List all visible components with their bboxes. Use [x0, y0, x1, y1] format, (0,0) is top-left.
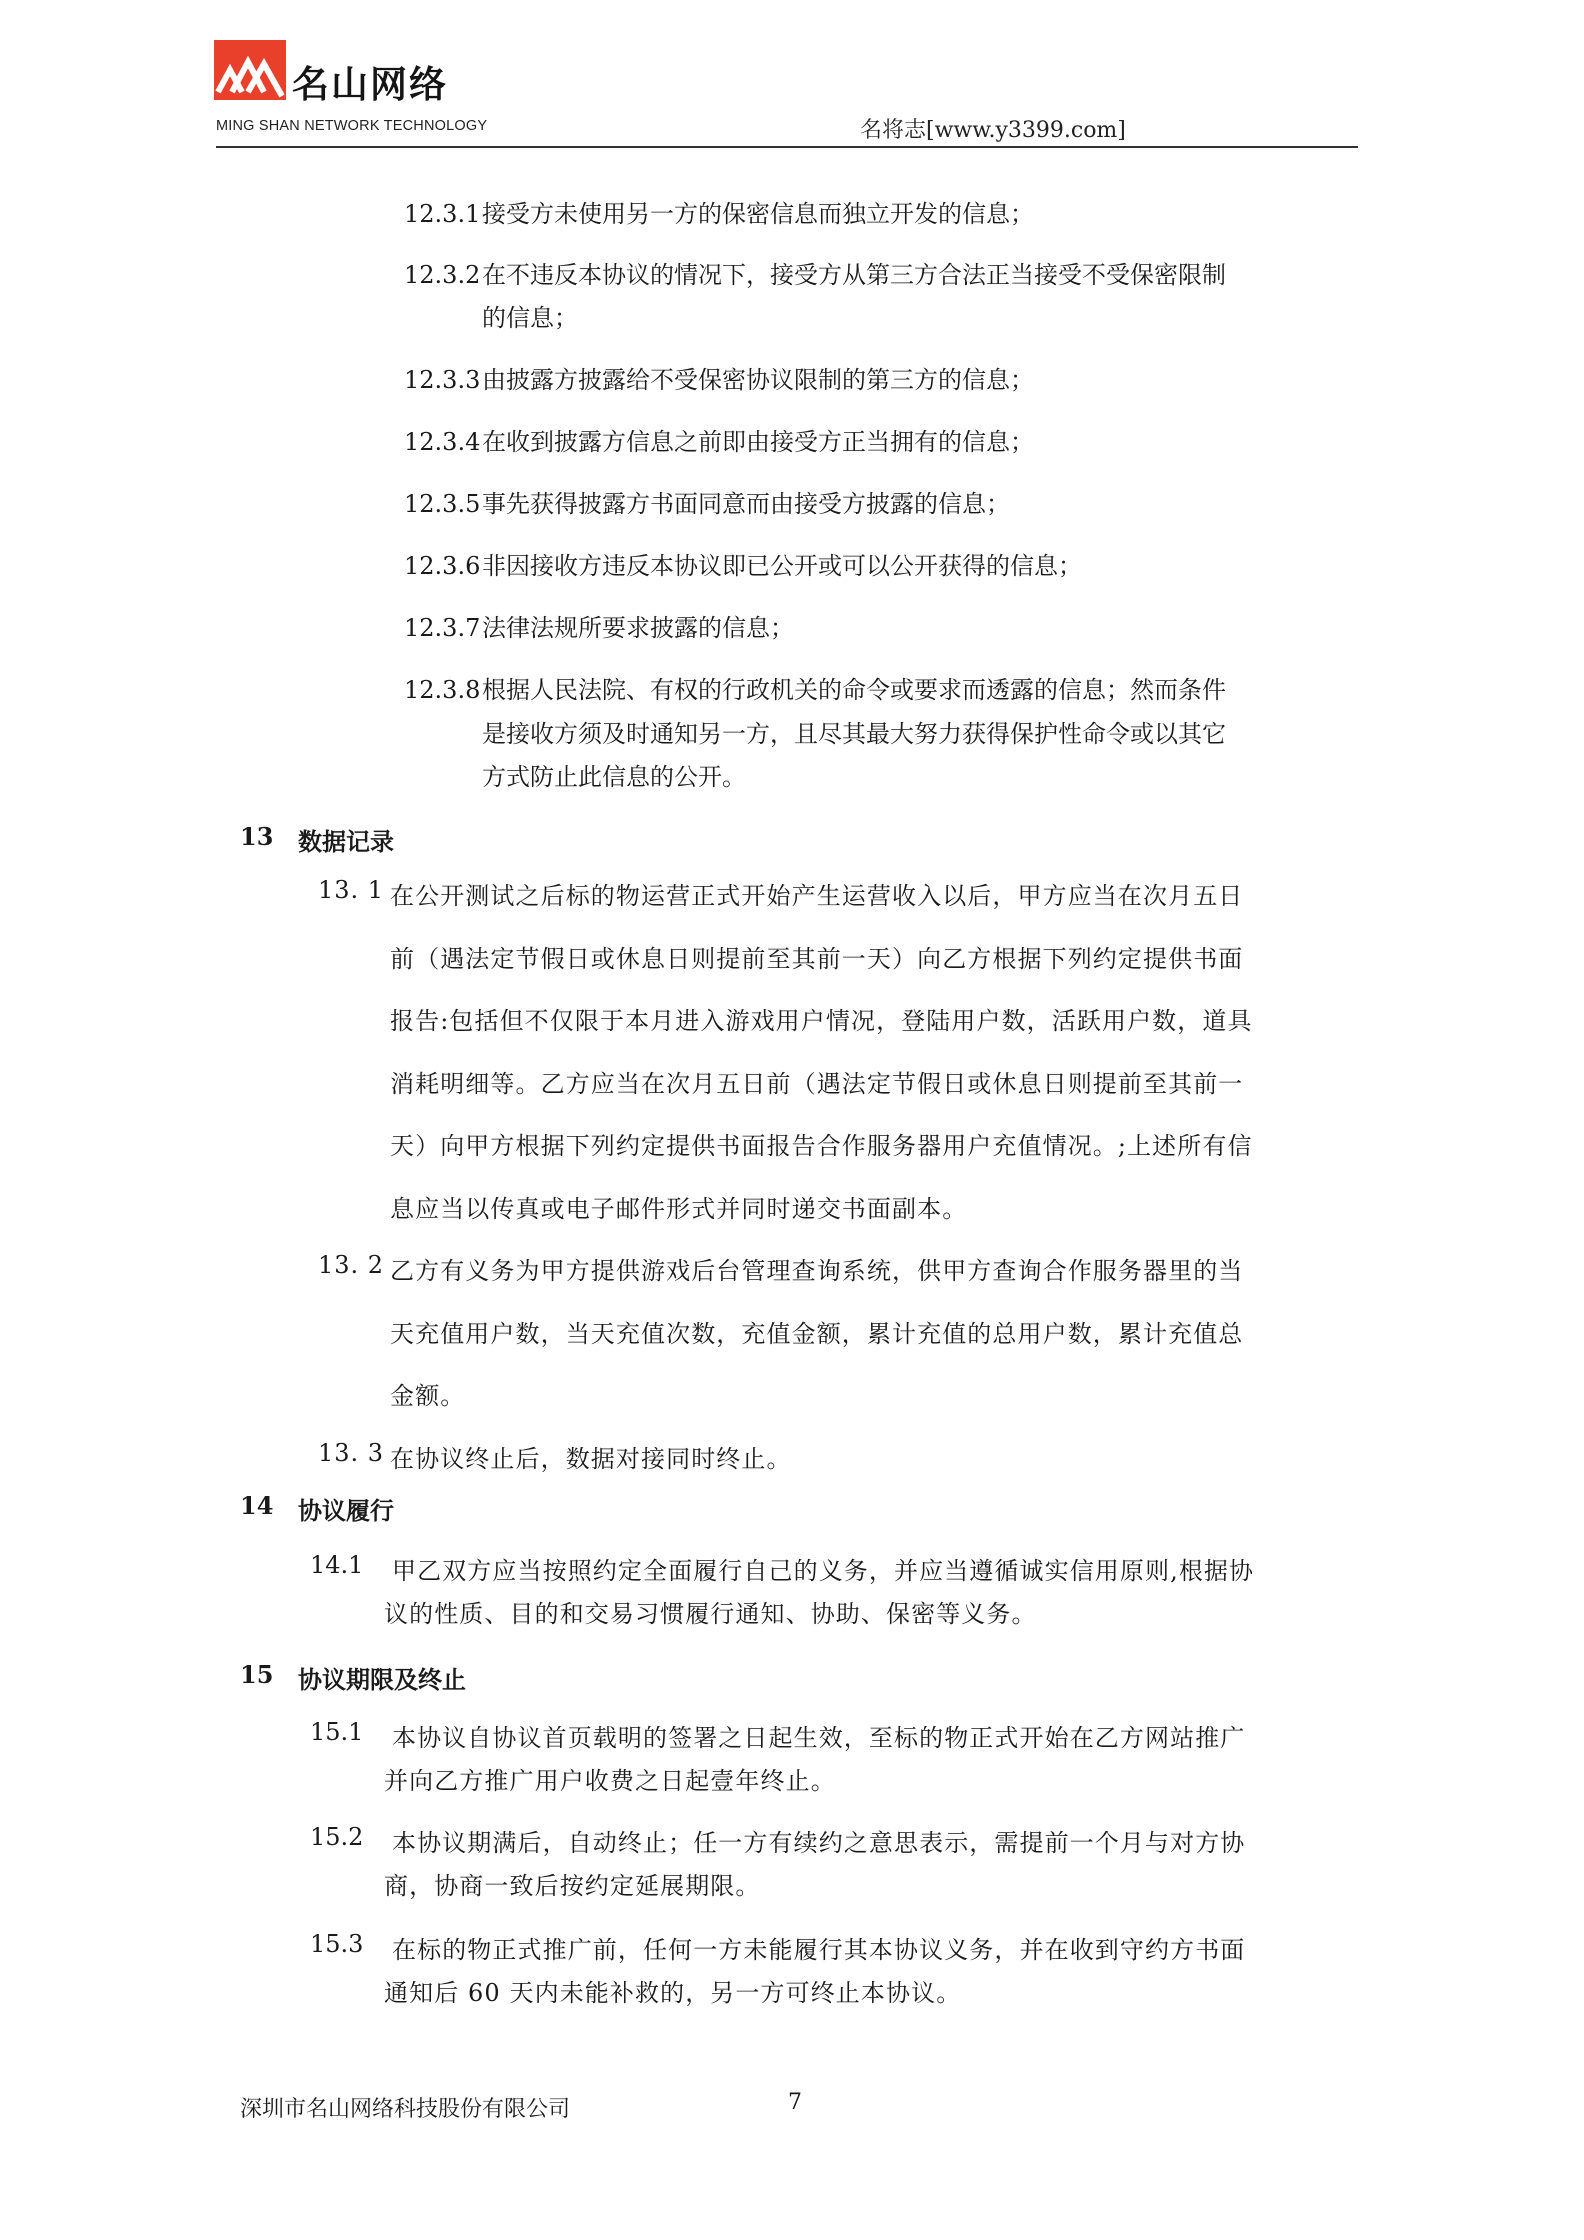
clause-text: 接受方未使用另一方的保密信息而独立开发的信息； [482, 200, 1034, 228]
clause-15-1-number: 15.1 [310, 1718, 364, 1746]
clause-15-2-line: 本协议期满后，自动终止；任一方有续约之意思表示，需提前一个月与对方协 [392, 1829, 1246, 1857]
clause-13-1-line: 报告:包括但不仅限于本月进入游戏用户情况，登陆用户数，活跃用户数，道具 [390, 1007, 1253, 1035]
clause-number: 12.3.5 [404, 490, 481, 518]
clause-14-1-line: 甲乙双方应当按照约定全面履行自己的义务，并应当遵循诚实信用原则,根据协 [392, 1557, 1255, 1585]
clause-13-3-number: 13. 3 [318, 1439, 385, 1467]
section-14-number: 14 [240, 1491, 274, 1520]
clause-13-1-line: 天）向甲方根据下列约定提供书面报告合作服务器用户充值情况。;上述所有信 [390, 1132, 1253, 1160]
clause-14-1-line: 议的性质、目的和交易习惯履行通知、协助、保密等义务。 [384, 1600, 1037, 1628]
page-number: 7 [788, 2090, 802, 2115]
clause-15-2-number: 15.2 [310, 1823, 364, 1851]
clause-number: 12.3.6 [404, 552, 481, 580]
clause-15-3-number: 15.3 [310, 1930, 364, 1958]
header-divider [216, 146, 1358, 148]
clause-number: 12.3.1 [404, 200, 481, 228]
clause-14-1-number: 14.1 [310, 1551, 364, 1579]
clause-text: 由披露方披露给不受保密协议限制的第三方的信息； [482, 366, 1034, 394]
clause-15-1-line: 并向乙方推广用户收费之日起壹年终止。 [384, 1767, 836, 1795]
clause-13-1-line: 消耗明细等。乙方应当在次月五日前（遇法定节假日或休息日则提前至其前一 [390, 1070, 1244, 1098]
clause-number: 12.3.7 [404, 614, 481, 642]
clause-text: 在不违反本协议的情况下，接受方从第三方合法正当接受不受保密限制 [482, 261, 1226, 289]
clause-number: 12.3.8 [404, 676, 481, 704]
clause-text: 是接收方须及时通知另一方，且尽其最大努力获得保护性命令或以其它 [482, 720, 1226, 748]
clause-13-1-line: 前（遇法定节假日或休息日则提前至其前一天）向乙方根据下列约定提供书面 [390, 945, 1244, 973]
clause-13-2-line: 金额。 [390, 1382, 466, 1410]
clause-text: 法律法规所要求披露的信息； [482, 614, 794, 642]
clause-number: 12.3.4 [404, 428, 481, 456]
clause-text: 方式防止此信息的公开。 [482, 763, 746, 791]
clause-text: 的信息； [482, 304, 578, 332]
clause-15-3-line: 在标的物正式推广前，任何一方未能履行其本协议义务，并在收到守约方书面 [392, 1936, 1246, 1964]
logo-chinese-name: 名山网络 [292, 63, 448, 106]
clause-number: 12.3.2 [404, 261, 481, 289]
clause-13-1-line: 在公开测试之后标的物运营正式开始产生运营收入以后，甲方应当在次月五日 [390, 882, 1244, 910]
clause-15-2-line: 商，协商一致后按约定延展期限。 [384, 1872, 761, 1900]
mountain-logo-icon [214, 40, 286, 112]
logo-english-name: MING SHAN NETWORK TECHNOLOGY [216, 118, 488, 134]
clause-text: 根据人民法院、有权的行政机关的命令或要求而透露的信息；然而条件 [482, 676, 1226, 704]
section-13-number: 13 [240, 822, 274, 851]
clause-15-1-line: 本协议自协议首页载明的签署之日起生效，至标的物正式开始在乙方网站推广 [392, 1724, 1246, 1752]
section-15-number: 15 [240, 1660, 274, 1689]
clause-13-3-line: 在协议终止后，数据对接同时终止。 [390, 1445, 792, 1473]
clause-13-2-line: 天充值用户数，当天充值次数，充值金额，累计充值的总用户数，累计充值总 [390, 1320, 1244, 1348]
clause-13-1-line: 息应当以传真或电子邮件形式并同时递交书面副本。 [390, 1195, 968, 1223]
clause-15-3-line: 通知后 60 天内未能补救的，另一方可终止本协议。 [384, 1979, 962, 2007]
clause-text: 在收到披露方信息之前即由接受方正当拥有的信息； [482, 428, 1034, 456]
header-site-text: 名将志[www.y3399.com] [860, 118, 1126, 143]
section-13-title: 数据记录 [298, 827, 394, 856]
clause-number: 12.3.3 [404, 366, 481, 394]
company-logo [214, 40, 544, 140]
footer-company-name: 深圳市名山网络科技股份有限公司 [240, 2097, 571, 2122]
clause-13-2-line: 乙方有义务为甲方提供游戏后台管理查询系统，供甲方查询合作服务器里的当 [390, 1257, 1244, 1285]
clause-13-2-number: 13. 2 [318, 1251, 385, 1279]
section-14-title: 协议履行 [298, 1496, 394, 1525]
clause-13-1-number: 13. 1 [318, 876, 385, 904]
clause-text: 非因接收方违反本协议即已公开或可以公开获得的信息； [482, 552, 1082, 580]
clause-text: 事先获得披露方书面同意而由接受方披露的信息； [482, 490, 1010, 518]
section-15-title: 协议期限及终止 [298, 1665, 466, 1694]
